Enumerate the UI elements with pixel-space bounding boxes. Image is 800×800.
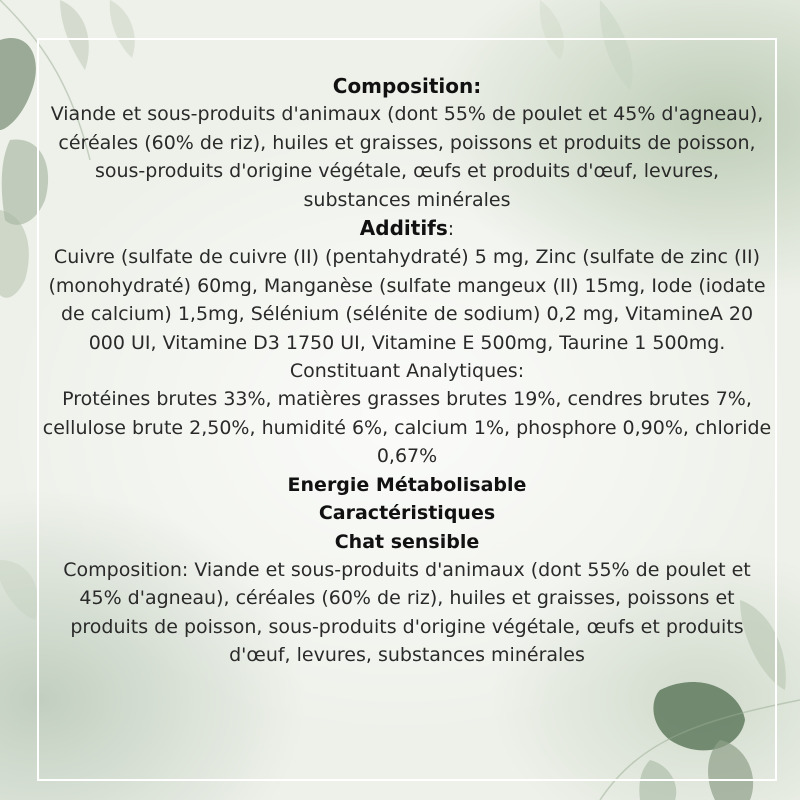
composition-heading: Composition: bbox=[332, 74, 482, 98]
additifs-heading: Additifs bbox=[359, 216, 448, 241]
product-info-text bbox=[40, 72, 774, 670]
composition-text: Viande et sous-produits d'animaux (dont 55% de poulet et 45% d'agneau), céréales (60% de riz), huiles et graisses, poissons et produits de poisson, sous-produits d'origine végétale, œufs et produits d'œuf, levures, substances minérales bbox=[50, 103, 764, 211]
analytique-text: Protéines brutes 33%, matières grasses brutes 19%, cendres brutes 7%, cellulose brute 2,50%, humidité 6%, calcium 1%, phosphore 0,90%, chloride 0,67% bbox=[42, 388, 772, 468]
additifs-line bbox=[40, 214, 774, 243]
analytique-heading: Constituant Analytiques: bbox=[289, 360, 525, 383]
additifs-text: Cuivre (sulfate de cuivre (II) (pentahydraté) 5 mg, Zinc (sulfate de zinc (II) (monohydraté) 60mg, Manganèse (sulfate mangeux (II) 15mg, Iode (iodate de calcium) 1,5mg, Sélénium (sélénite de sodium) 0,2 mg, VitamineA 20 000 UI, Vitamine D3 1750 UI, Vitamine E 500mg, Taurine 1 500mg. bbox=[48, 246, 766, 354]
energie-heading: Energie Métabolisable bbox=[287, 473, 527, 496]
chat-sensible-heading: Chat sensible bbox=[334, 530, 480, 553]
caracteristiques-heading: Caractéristiques bbox=[318, 502, 496, 525]
additifs-colon: : bbox=[447, 218, 455, 241]
bottom-left-leaf-cluster bbox=[0, 560, 38, 620]
chat-sensible-text: Composition: Viande et sous-produits d'animaux (dont 55% de poulet et 45% d'agneau), céréales (60% de riz), huiles et graisses, poissons et produits de poisson, sous-produits d'origine végétale, œufs et produits d'œuf, levures, substances minérales bbox=[63, 558, 751, 667]
